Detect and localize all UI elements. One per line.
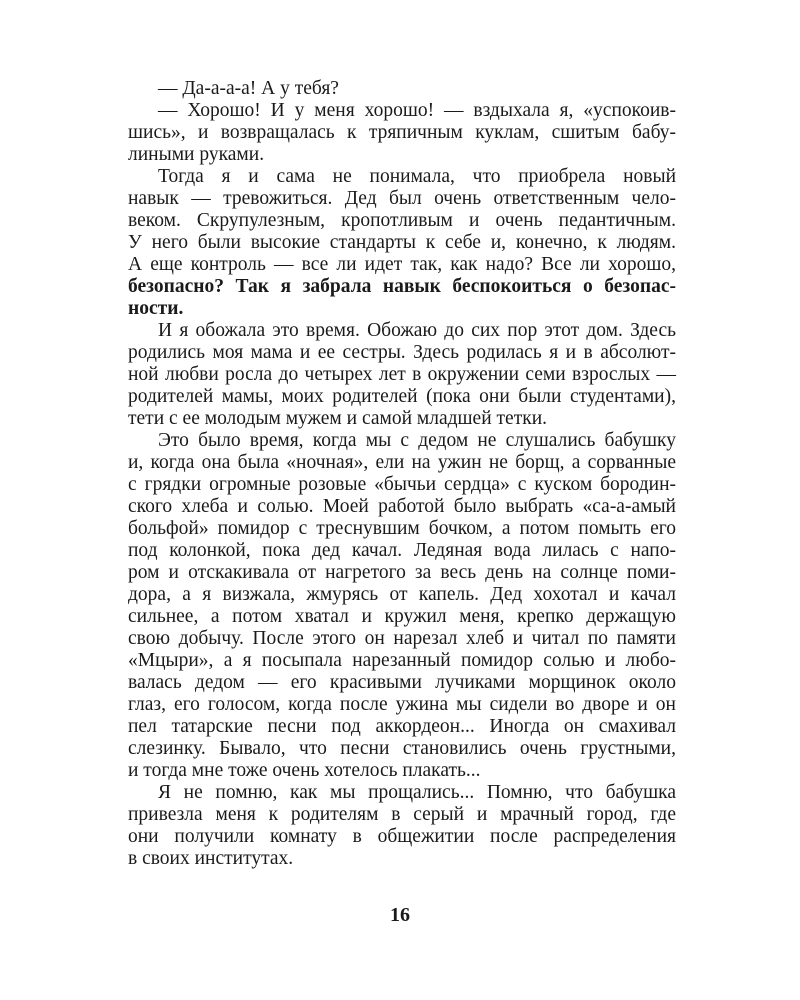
- text-line: валась дедом — его красивыми лучиками морщинок около: [128, 672, 676, 693]
- text-line: У него были высокие стандарты к себе и, конечно, к людям.: [128, 232, 676, 253]
- page-text: [128, 78, 676, 870]
- text-line: лиными руками.: [128, 144, 265, 165]
- text-line: и, когда она была «ночная», ели на ужин не борщ, а сорванные: [128, 452, 676, 473]
- text-line: слезинку. Бывало, что песни становились очень грустными,: [128, 738, 676, 759]
- text-line: навык — тревожиться. Дед был очень ответственным чело-: [128, 188, 676, 209]
- text-line: ром и отскакивала от нагретого за весь день на солнце поми-: [128, 562, 676, 583]
- text-line: привезла меня к родителям в серый и мрачный город, где: [128, 804, 676, 825]
- page-number: 16: [390, 904, 410, 926]
- text-line: «Мцыри», а я посыпала нарезанный помидор солью и любо-: [128, 650, 676, 671]
- text-line: Это было время, когда мы с дедом не слушались бабушку: [158, 430, 676, 451]
- text-line: под колонкой, пока дед качал. Ледяная вода лилась с напо-: [128, 540, 676, 561]
- text-line: — Хорошо! И у меня хорошо! — вздыхала я, «успокоив-: [158, 100, 676, 121]
- text-line: ной любви росла до четырех лет в окружении семи взрослых —: [128, 364, 676, 385]
- text-line: сильнее, а потом хватал и кружил меня, крепко держащую: [128, 606, 676, 627]
- text-line: ского хлеба и солью. Моей работой было выбрать «са-а-амый: [128, 496, 676, 517]
- text-line: в своих институтах.: [128, 848, 294, 869]
- text-line: они получили комнату в общежитии после распределения: [128, 826, 676, 847]
- text-line: И я обожала это время. Обожаю до сих пор этот дом. Здесь: [158, 320, 676, 341]
- text-line: и тогда мне тоже очень хотелось плакать...: [128, 760, 481, 781]
- text-line: Тогда я и сама не понимала, что приобрела новый: [158, 166, 676, 187]
- text-line: веком. Скрупулезным, кропотливым и очень педантичным.: [128, 210, 676, 231]
- text-line: — Да-а-а-а! А у тебя?: [158, 78, 339, 99]
- text-line: с грядки огромные розовые «бычьи сердца» с куском бородин-: [128, 474, 676, 495]
- text-line-bold: безопасно? Так я забрала навык беспокоиться о безопас-: [128, 276, 676, 297]
- text-line: свою добычу. После этого он нарезал хлеб и читал по памяти: [128, 628, 676, 649]
- text-line-bold: ности.: [128, 298, 184, 319]
- text-line: родителей мамы, моих родителей (пока они были студентами),: [128, 386, 676, 407]
- text-line: родились моя мама и ее сестры. Здесь родилась я и в абсолют-: [128, 342, 676, 363]
- text-line: тети с ее молодым мужем и самой младшей тетки.: [128, 408, 548, 429]
- text-line: Я не помню, как мы прощались... Помню, что бабушка: [158, 782, 676, 803]
- text-line: А еще контроль — все ли идет так, как надо? Все ли хорошо,: [128, 254, 676, 275]
- text-line: больфой» помидор с треснувшим бочком, а потом помыть его: [128, 518, 676, 539]
- text-line: глаз, его голосом, когда после ужина мы сидели во дворе и он: [128, 694, 676, 715]
- text-line: шись», и возвращалась к тряпичным куклам, сшитым бабу-: [128, 122, 676, 143]
- text-line: пел татарские песни под аккордеон... Иногда он смахивал: [128, 716, 676, 737]
- text-line: дора, а я визжала, жмурясь от капель. Дед хохотал и качал: [128, 584, 676, 605]
